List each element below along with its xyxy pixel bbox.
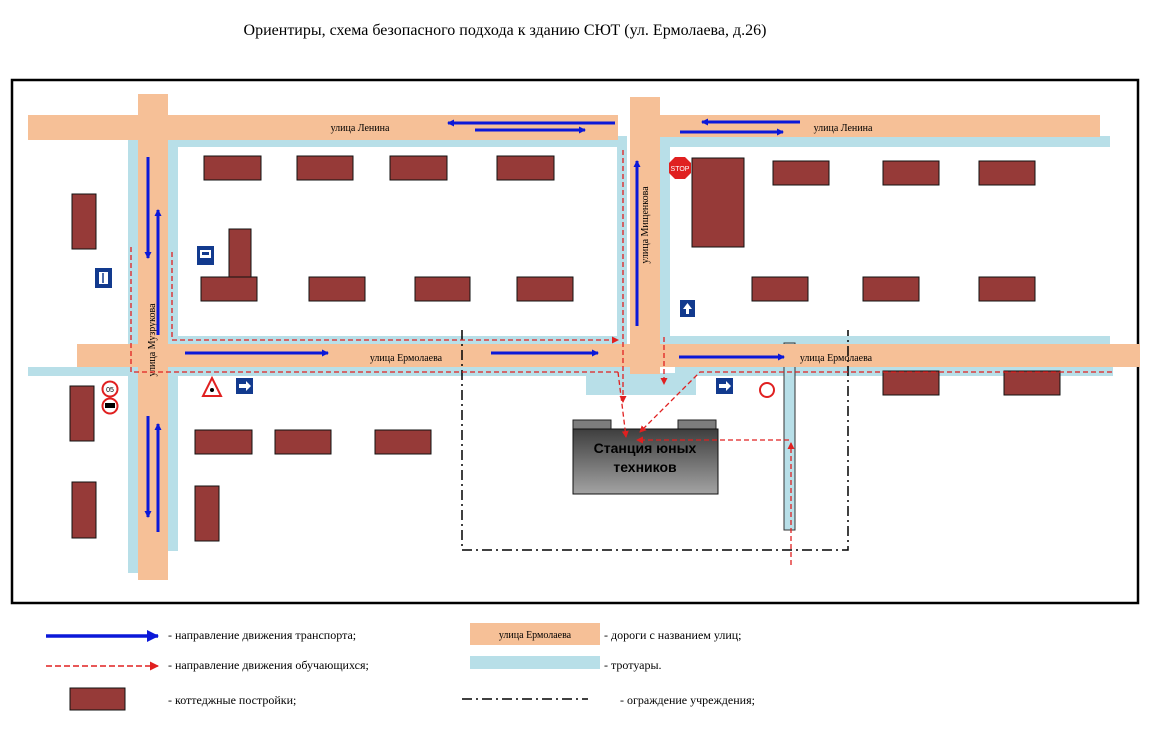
legend-cottages-label: - коттеджные постройки; — [168, 693, 297, 707]
legend-students-label: - направление движения обучающихся; — [168, 658, 369, 672]
bus-stop-sign-icon — [197, 246, 214, 265]
stop-sign-icon — [669, 157, 691, 179]
building-label-line1: Станция юных — [593, 440, 697, 456]
svg-text:05: 05 — [106, 387, 114, 394]
street-label-lenina-east: улица Ленина — [813, 123, 873, 134]
road-ermolaeva — [77, 344, 1140, 367]
street-label-ermolaeva-west: улица Ермолаева — [369, 353, 443, 364]
street-label-mishchenkova: улица Мищенкова — [640, 186, 651, 264]
pedestrian-crossing-sign-icon-west — [95, 268, 112, 288]
legend-fence-label: - ограждение учреждения; — [620, 693, 755, 707]
road-lenina-east — [660, 115, 1100, 137]
road-lenina-west — [28, 115, 618, 140]
street-label-lenina-west: улица Ленина — [330, 123, 390, 134]
station-building — [573, 420, 718, 494]
street-label-ermolaeva-east: улица Ермолаева — [799, 353, 873, 364]
building-label-line2: техников — [613, 459, 677, 475]
legend-road-sample-text: улица Ермолаева — [498, 630, 572, 641]
legend-roads-label: - дороги с названием улиц; — [604, 628, 742, 642]
no-traffic-sign-icon — [760, 383, 774, 397]
right-arrow-sign-icon-east — [716, 378, 733, 394]
svg-text:STOP: STOP — [670, 166, 690, 173]
speed-limit-sign-icon — [103, 382, 118, 397]
no-trucks-sign-icon — [103, 399, 118, 414]
page-title: Ориентиры, схема безопасного подхода к зданию СЮТ (ул. Ермолаева, д.26) — [243, 22, 767, 39]
one-way-sign-icon — [680, 300, 695, 317]
legend-sidewalks-label: - тротуары. — [604, 658, 662, 672]
legend-transport-label: - направление движения транспорта; — [168, 628, 357, 642]
street-label-muzrukova: улица Музрукова — [147, 303, 158, 377]
right-arrow-sign-icon-west — [236, 378, 253, 394]
